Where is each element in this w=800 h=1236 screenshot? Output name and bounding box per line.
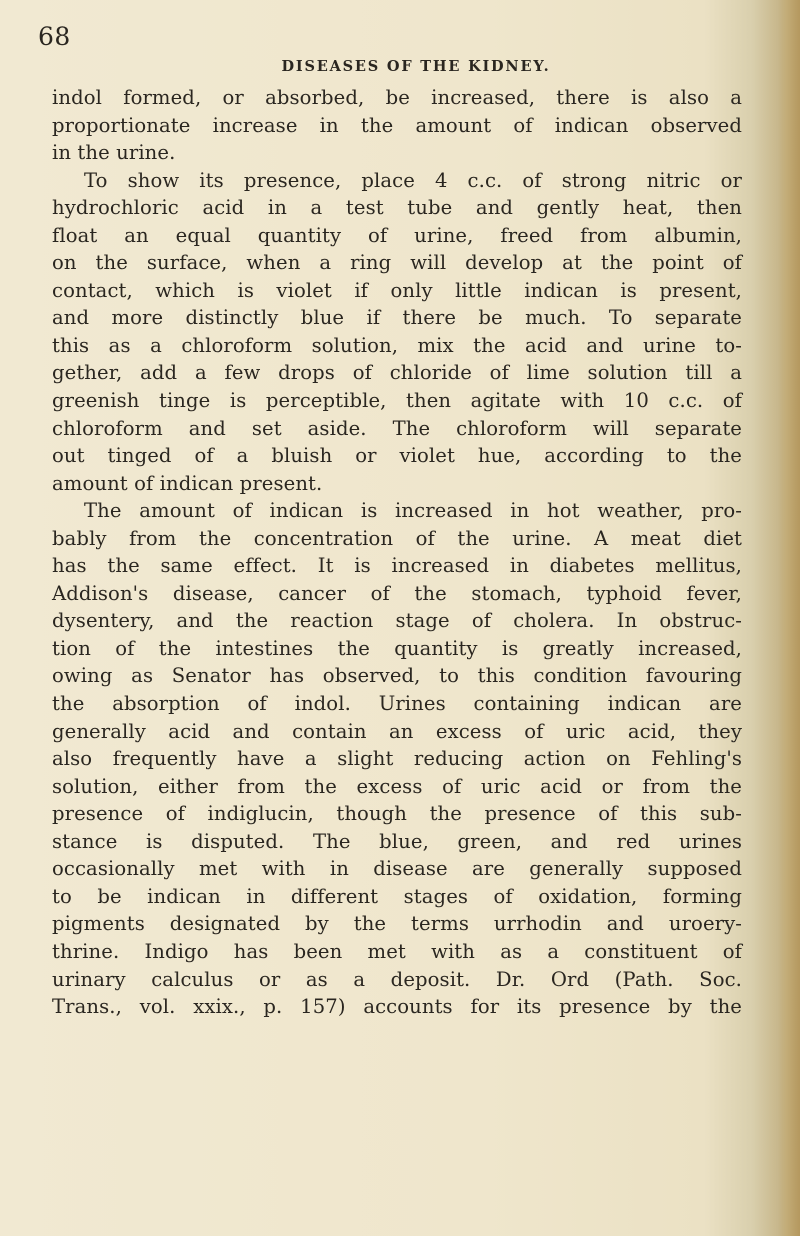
text-line: greenish tinge is perceptible, then agitate with 10 c.c. of [52, 389, 742, 413]
text-line: out tinged of a bluish or violet hue, according to the [52, 444, 742, 468]
text-line: has the same effect. It is increased in diabetes mellitus, [52, 554, 742, 578]
text-line: stance is disputed. The blue, green, and red urines [52, 829, 742, 853]
text-line: tion of the intestines the quantity is greatly increased, [52, 636, 742, 660]
text-line: hydrochloric acid in a test tube and gently heat, then [52, 196, 742, 220]
text-line: presence of indiglucin, though the presence of this sub- [52, 802, 742, 826]
text-line: chloroform and set aside. The chloroform will separate [52, 416, 742, 440]
text-line: the absorption of indol. Urines containing indican are [52, 692, 742, 716]
text-line: float an equal quantity of urine, freed from albumin, [52, 223, 742, 247]
text-line: amount of indican present. [52, 471, 323, 495]
text-line: generally acid and contain an excess of uric acid, they [52, 719, 742, 743]
text-line: to be indican in different stages of oxidation, forming [52, 884, 742, 908]
page-number: 68 [38, 22, 71, 51]
text-line: Trans., vol. xxix., p. 157) accounts for its presence by the [52, 995, 742, 1019]
text-line: thrine. Indigo has been met with as a constituent of [52, 939, 742, 963]
text-line: urinary calculus or as a deposit. Dr. Ord (Path. Soc. [52, 967, 742, 991]
text-line: solution, either from the excess of uric acid or from the [52, 774, 742, 798]
text-line: contact, which is violet if only little indican is present, [52, 278, 742, 302]
running-head: DISEASES OF THE KIDNEY. [281, 58, 551, 75]
text-line: this as a chloroform solution, mix the acid and urine to- [52, 333, 742, 357]
text-line: proportionate increase in the amount of indican observed [52, 113, 742, 137]
text-line: owing as Senator has observed, to this condition favouring [52, 664, 742, 688]
text-line: Addison's disease, cancer of the stomach, typhoid fever, [52, 581, 742, 605]
text-line: occasionally met with in disease are generally supposed [52, 857, 742, 881]
text-line: in the urine. [52, 141, 176, 165]
text-line: The amount of indican is increased in hot weather, pro- [84, 499, 742, 523]
body-text [52, 84, 742, 1021]
page-binding-shadow [778, 0, 800, 1236]
text-line: pigments designated by the terms urrhodin and uroery- [52, 912, 742, 936]
text-line: and more distinctly blue if there be much. To separate [52, 306, 742, 330]
text-line: also frequently have a slight reducing action on Fehling's [52, 747, 742, 771]
text-line: To show its presence, place 4 c.c. of strong nitric or [84, 168, 742, 192]
text-line: dysentery, and the reaction stage of cholera. In obstruc- [52, 609, 742, 633]
text-line: indol formed, or absorbed, be increased, there is also a [52, 86, 742, 109]
text-line: gether, add a few drops of chloride of lime solution till a [52, 361, 742, 385]
text-line: on the surface, when a ring will develop at the point of [52, 251, 742, 275]
text-line: bably from the concentration of the urine. A meat diet [52, 526, 742, 550]
